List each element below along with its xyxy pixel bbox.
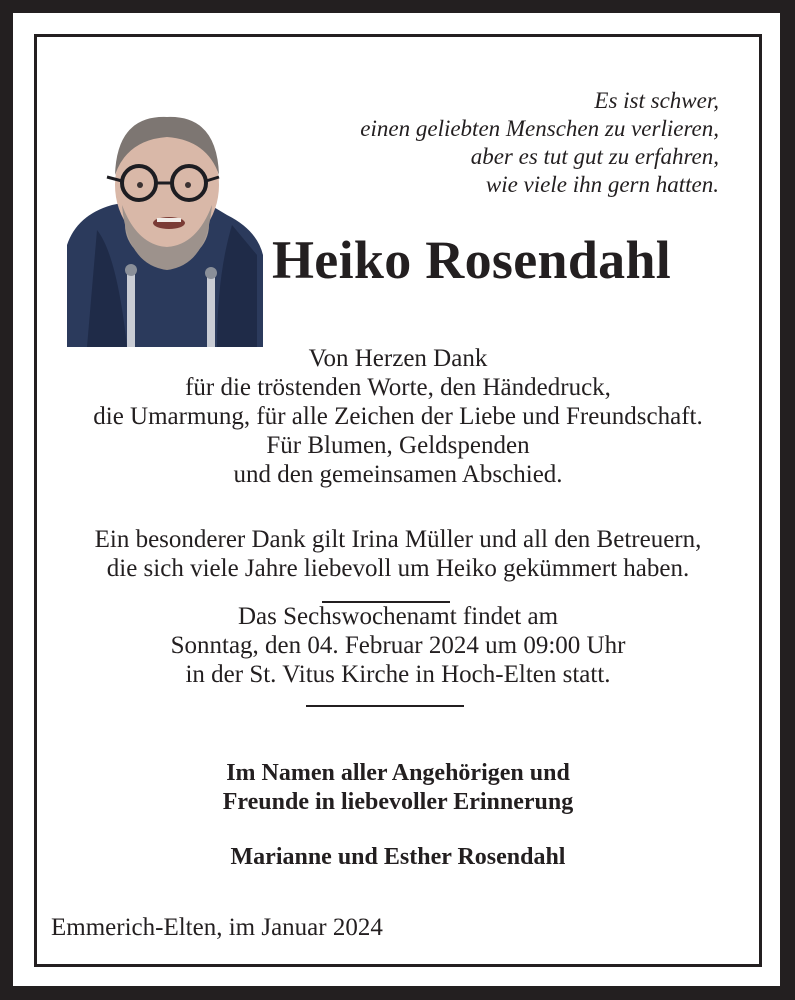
outer-paper — [13, 13, 780, 986]
thanks-block — [37, 344, 759, 489]
deceased-name: Heiko Rosendahl — [272, 230, 672, 290]
thanks-line: Von Herzen Dank — [308, 345, 488, 372]
thanks-line: die Umarmung, für alle Zeichen der Liebe und Freundschaft. — [93, 403, 703, 430]
quote-line: einen geliebten Menschen zu verlieren, — [360, 116, 719, 141]
service-line: Sonntag, den 04. Februar 2024 um 09:00 Uhr — [170, 632, 626, 659]
quote-line: Es ist schwer, — [594, 88, 719, 113]
signature-line: Freunde in liebevoller Erinnerung — [222, 789, 574, 815]
service-line: in der St. Vitus Kirche in Hoch-Elten statt. — [185, 661, 611, 688]
thanks-line: und den gemeinsamen Abschied. — [233, 461, 563, 488]
special-thanks-block — [37, 525, 759, 583]
signature-block — [37, 759, 759, 817]
service-block — [37, 602, 759, 689]
place-date: Emmerich-Elten, im Januar 2024 — [51, 914, 383, 941]
service-line: Das Sechswochenamt findet am — [237, 603, 559, 630]
thanks-line: für die tröstenden Worte, den Händedruck, — [185, 374, 611, 401]
quote-line: wie viele ihn gern hatten. — [485, 172, 719, 197]
quote-line: aber es tut gut zu erfahren, — [470, 144, 719, 169]
divider-line — [306, 705, 464, 707]
special-thanks-line: Ein besonderer Dank gilt Irina Müller und all den Betreuern, — [94, 526, 702, 553]
signature-names: Marianne und Esther Rosendahl — [230, 844, 566, 870]
special-thanks-line: die sich viele Jahre liebevoll um Heiko gekümmert haben. — [106, 555, 690, 582]
portrait-icon — [67, 105, 263, 347]
thanks-line: Für Blumen, Geldspenden — [266, 432, 530, 459]
portrait-photo — [67, 105, 263, 347]
quote-block — [360, 87, 719, 199]
signature-line: Im Namen aller Angehörigen und — [226, 760, 570, 786]
notice-border — [34, 34, 762, 967]
